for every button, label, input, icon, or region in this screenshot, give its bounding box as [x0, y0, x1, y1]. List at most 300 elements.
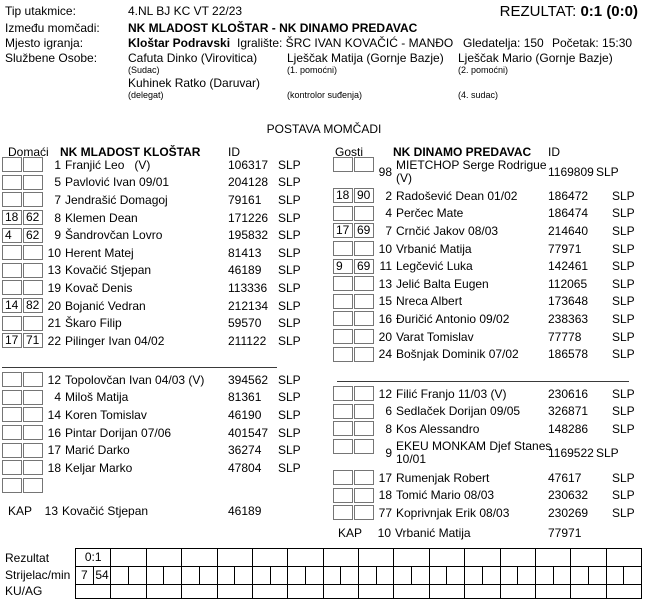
- player-id: 81361: [228, 390, 262, 405]
- kuag-cell[interactable]: [111, 585, 146, 599]
- scorer-row-label: Strijelac/min: [5, 568, 71, 582]
- player-name: Miloš Matija: [65, 390, 129, 405]
- sub-shirt-box[interactable]: [333, 294, 353, 309]
- sub-shirt-box[interactable]: [333, 276, 353, 291]
- scorer-cell[interactable]: [465, 567, 483, 585]
- sub-minute-box[interactable]: [23, 407, 43, 422]
- scorer-cell[interactable]: [412, 567, 430, 585]
- referee-role: (Sudac): [128, 65, 160, 75]
- player-name: Jelić Balta Eugen: [396, 276, 489, 291]
- kuag-cell[interactable]: [147, 585, 182, 599]
- sub-minute-box[interactable]: [354, 439, 374, 454]
- license-code: SLP: [612, 294, 635, 309]
- sub-minute-box[interactable]: [23, 425, 43, 440]
- license-code: SLP: [612, 488, 635, 503]
- sub-shirt-box[interactable]: [2, 407, 22, 422]
- sub-minute-box[interactable]: [354, 329, 374, 344]
- player-id: 46189: [228, 263, 262, 278]
- player-id: 36274: [228, 443, 262, 458]
- section-title: POSTAVA MOMČADI: [266, 122, 382, 136]
- player-id: 47617: [548, 470, 582, 485]
- sub-shirt-box[interactable]: [2, 460, 22, 475]
- kuag-cell[interactable]: [501, 585, 536, 599]
- shirt-number: 4: [54, 390, 61, 405]
- referee-name: Cafuta Dinko (Virovitica): [128, 51, 258, 65]
- scorer-cell[interactable]: [253, 567, 271, 585]
- shirt-number: 17: [378, 470, 392, 485]
- player-name: EKEU MONKAM Djef Stanes 10/01: [396, 439, 552, 467]
- player-id: 79161: [228, 192, 262, 207]
- sub-minute-box[interactable]: [354, 157, 374, 172]
- shirt-number: 8: [385, 421, 392, 436]
- player-row: [333, 328, 648, 346]
- shirt-number: 10: [47, 245, 61, 260]
- player-name: Rumenjak Robert: [396, 470, 490, 485]
- sub-shirt-box[interactable]: [333, 157, 353, 172]
- player-row: [333, 438, 648, 469]
- home-captain-name: Kovačić Stjepan: [62, 504, 149, 518]
- scorer-cell[interactable]: [447, 567, 465, 585]
- player-name: Škaro Filip: [65, 316, 122, 331]
- away-id-header: ID: [548, 145, 560, 159]
- shirt-number: 22: [47, 333, 61, 348]
- result-cell[interactable]: [288, 549, 323, 567]
- sub-minute-box[interactable]: [23, 192, 43, 207]
- scorer-cell[interactable]: [589, 567, 607, 585]
- home-side-label: Domaći: [8, 145, 49, 159]
- license-code: SLP: [596, 446, 619, 461]
- player-name: Bojanić Vedran: [65, 298, 146, 313]
- license-code: SLP: [596, 164, 619, 179]
- license-code: SLP: [278, 280, 301, 295]
- match-type-label: Tip utakmice:: [5, 4, 76, 18]
- kuag-cell[interactable]: [430, 585, 465, 599]
- sub-minute-box[interactable]: [23, 460, 43, 475]
- scorer-cell[interactable]: [483, 567, 501, 585]
- sub-minute-box[interactable]: [354, 386, 374, 401]
- result-cell[interactable]: [359, 549, 394, 567]
- sub-shirt-box[interactable]: [2, 245, 22, 260]
- assistant2-role: (2. pomoćni): [458, 65, 509, 75]
- player-name: Bošnjak Dominik 07/02: [396, 347, 519, 362]
- player-row: [333, 275, 648, 293]
- result-cell[interactable]: [430, 549, 465, 567]
- sub-minute-box[interactable]: [354, 505, 374, 520]
- player-name: MIETCHOP Serge Rodrigue (V): [396, 157, 547, 185]
- shirt-number: 1: [54, 157, 61, 172]
- between-teams-value: NK MLADOST KLOŠTAR - NK DINAMO PREDAVAC: [128, 21, 418, 35]
- sub-shirt-box[interactable]: [2, 280, 22, 295]
- scorer-cell[interactable]: [430, 567, 448, 585]
- scorer-cell[interactable]: [306, 567, 324, 585]
- kickoff-value: Početak: 15:30: [552, 36, 633, 50]
- player-id: 204128: [228, 175, 269, 190]
- scorer-cell[interactable]: [271, 567, 289, 585]
- player-id: 47804: [228, 460, 262, 475]
- license-code: SLP: [278, 263, 301, 278]
- result-cell[interactable]: [111, 549, 146, 567]
- controller-role: (kontrolor suđenja): [287, 90, 363, 100]
- license-code: SLP: [612, 276, 635, 291]
- sub-shirt-box[interactable]: [333, 439, 353, 454]
- sub-minute-box[interactable]: [23, 478, 43, 493]
- player-name: Crnčić Jakov 08/03: [396, 223, 499, 238]
- scorer-cell[interactable]: [235, 567, 253, 585]
- result-value: 0:1 (0:0): [580, 3, 638, 20]
- player-name: Topolovčan Ivan 04/03 (V): [65, 372, 205, 387]
- result-row-label: Rezultat: [5, 551, 50, 565]
- result-cell[interactable]: [253, 549, 288, 567]
- sub-minute-box[interactable]: [23, 263, 43, 278]
- kuag-cell[interactable]: [536, 585, 571, 599]
- shirt-number: 13: [47, 263, 61, 278]
- scorer-cell[interactable]: [536, 567, 554, 585]
- result-cell[interactable]: [536, 549, 571, 567]
- player-name: Pintar Dorijan 07/06: [65, 425, 172, 440]
- sub-minute-box[interactable]: 71: [23, 333, 43, 348]
- player-row: [333, 205, 648, 223]
- sub-shirt-box[interactable]: [2, 192, 22, 207]
- shirt-number: 8: [54, 210, 61, 225]
- player-id: 230616: [548, 386, 589, 401]
- shirt-number: 9: [385, 446, 392, 461]
- scorer-cell[interactable]: [182, 567, 200, 585]
- license-code: SLP: [612, 421, 635, 436]
- license-code: SLP: [278, 228, 301, 243]
- player-row: [2, 209, 317, 227]
- kuag-cell[interactable]: [324, 585, 359, 599]
- player-row: [2, 459, 317, 477]
- player-id: 46190: [228, 407, 262, 422]
- sub-minute-box[interactable]: [354, 470, 374, 485]
- scorer-cell[interactable]: [394, 567, 412, 585]
- sub-shirt-box[interactable]: [333, 329, 353, 344]
- sub-minute-box[interactable]: [23, 157, 43, 172]
- shirt-number: 19: [47, 280, 61, 295]
- player-row: [2, 424, 317, 442]
- player-name: Radošević Dean 01/02: [396, 188, 518, 203]
- player-name: Filić Franjo 11/03 (V): [396, 386, 507, 401]
- sub-shirt-box[interactable]: [2, 425, 22, 440]
- kuag-cell[interactable]: [394, 585, 429, 599]
- sub-shirt-box[interactable]: [333, 421, 353, 436]
- player-name: Đuričić Antonio 09/02: [396, 311, 510, 326]
- player-id: 195832: [228, 228, 269, 243]
- sub-shirt-box[interactable]: [2, 478, 22, 493]
- away-subs-divider: [337, 381, 629, 382]
- result-cell[interactable]: [607, 549, 642, 567]
- result-cell[interactable]: [182, 549, 217, 567]
- license-code: SLP: [278, 407, 301, 422]
- shirt-number: 11: [379, 259, 392, 274]
- sub-minute-box[interactable]: 90: [354, 188, 374, 203]
- player-name: Nreca Albert: [396, 294, 463, 309]
- sub-minute-box[interactable]: 69: [354, 259, 374, 274]
- result-cell[interactable]: [501, 549, 536, 567]
- sub-minute-box[interactable]: [354, 241, 374, 256]
- kuag-cell[interactable]: [76, 585, 111, 599]
- license-code: SLP: [278, 443, 301, 458]
- home-subs-divider: [2, 367, 277, 368]
- sub-shirt-box[interactable]: [333, 488, 353, 503]
- scorer-cell[interactable]: [571, 567, 589, 585]
- scorer-cell[interactable]: 7: [76, 567, 94, 585]
- sub-shirt-box[interactable]: 9: [333, 259, 353, 274]
- sub-minute-box[interactable]: [23, 443, 43, 458]
- result-cell[interactable]: [465, 549, 500, 567]
- attendance-value: Gledatelja: 150: [463, 36, 544, 50]
- player-id: 77971: [548, 241, 582, 256]
- player-id: 186578: [548, 347, 589, 362]
- player-name: Koprivnjak Erik 08/03: [396, 505, 510, 520]
- sub-shirt-box[interactable]: [2, 175, 22, 190]
- match-type-value: 4.NL BJ KC VT 22/23: [128, 4, 243, 18]
- scorer-cell[interactable]: [518, 567, 536, 585]
- away-captain-id: 77971: [548, 526, 582, 540]
- sub-minute-box[interactable]: [354, 311, 374, 326]
- sub-shirt-box[interactable]: [333, 347, 353, 362]
- scorer-cell[interactable]: [624, 567, 642, 585]
- player-name: Šandrovčan Lovro: [65, 228, 163, 243]
- shirt-number: 16: [47, 425, 61, 440]
- player-name: Keljar Marko: [65, 460, 133, 475]
- license-code: SLP: [612, 223, 635, 238]
- shirt-number: 9: [54, 228, 61, 243]
- result-cell[interactable]: [147, 549, 182, 567]
- result-cell[interactable]: [218, 549, 253, 567]
- sub-shirt-box[interactable]: [2, 316, 22, 331]
- player-id: 1169522: [548, 446, 594, 461]
- sub-shirt-box[interactable]: [333, 470, 353, 485]
- sub-shirt-box[interactable]: [333, 505, 353, 520]
- license-code: SLP: [612, 329, 635, 344]
- license-code: SLP: [612, 241, 635, 256]
- license-code: SLP: [612, 206, 635, 221]
- license-code: SLP: [612, 188, 635, 203]
- kuag-cell[interactable]: [359, 585, 394, 599]
- player-id: 326871: [548, 404, 589, 419]
- result-grid: [75, 548, 642, 599]
- player-name: Sedlaček Dorijan 09/05: [396, 404, 521, 419]
- shirt-number: 12: [47, 372, 61, 387]
- sub-minute-box[interactable]: [23, 390, 43, 405]
- license-code: SLP: [278, 157, 301, 172]
- shirt-number: 15: [378, 294, 392, 309]
- shirt-number: 16: [378, 311, 392, 326]
- player-id: 211122: [228, 333, 267, 348]
- player-row: [2, 441, 317, 459]
- player-name: Klemen Dean: [65, 210, 138, 225]
- player-id: 1169809: [548, 164, 594, 179]
- license-code: SLP: [612, 505, 635, 520]
- player-row: [2, 262, 317, 280]
- player-id: 214640: [548, 223, 589, 238]
- player-row: [333, 310, 648, 328]
- shirt-number: 77: [378, 505, 392, 520]
- kuag-cell[interactable]: [253, 585, 288, 599]
- scorer-cell[interactable]: 54: [94, 567, 112, 585]
- result-cell[interactable]: [324, 549, 359, 567]
- license-code: SLP: [278, 390, 301, 405]
- sub-minute-box[interactable]: [23, 175, 43, 190]
- home-id-header: ID: [228, 145, 240, 159]
- kuag-cell[interactable]: [288, 585, 323, 599]
- player-row: [2, 279, 317, 297]
- shirt-number: 18: [378, 488, 392, 503]
- scorer-cell[interactable]: [147, 567, 165, 585]
- sub-minute-box[interactable]: [354, 347, 374, 362]
- player-row: [333, 486, 648, 504]
- player-id: 238363: [548, 311, 589, 326]
- sub-shirt-box[interactable]: [2, 263, 22, 278]
- result-cell[interactable]: 0:1: [76, 549, 111, 567]
- sub-shirt-box[interactable]: 17: [333, 223, 353, 238]
- player-id: 142461: [548, 259, 589, 274]
- kuag-cell[interactable]: [218, 585, 253, 599]
- kuag-cell[interactable]: [465, 585, 500, 599]
- away-side-label: Gosti: [335, 145, 364, 159]
- player-name: Legčević Luka: [396, 259, 473, 274]
- kuag-cell[interactable]: [571, 585, 606, 599]
- sub-minute-box[interactable]: [23, 372, 43, 387]
- kuag-cell[interactable]: [182, 585, 217, 599]
- license-code: SLP: [612, 404, 635, 419]
- scorer-cell[interactable]: [554, 567, 572, 585]
- sub-minute-box[interactable]: 62: [23, 228, 43, 243]
- sub-shirt-box[interactable]: 18: [333, 188, 353, 203]
- assistant1-name: Lješčak Matija (Gornje Bazje): [287, 51, 444, 65]
- license-code: SLP: [278, 333, 301, 348]
- scorer-cell[interactable]: [288, 567, 306, 585]
- scorer-cell[interactable]: [218, 567, 236, 585]
- player-row: [333, 420, 648, 438]
- license-code: SLP: [278, 460, 301, 475]
- shirt-number: 14: [47, 407, 61, 422]
- sub-minute-box[interactable]: [23, 316, 43, 331]
- player-name: Pavlović Ivan 09/01: [65, 175, 170, 190]
- scorer-cell[interactable]: [377, 567, 395, 585]
- result-row: [76, 549, 642, 567]
- scorer-cell[interactable]: [200, 567, 218, 585]
- assistant1-role: (1. pomoćni): [287, 65, 338, 75]
- player-name: Varat Tomislav: [396, 329, 474, 344]
- sub-shirt-box[interactable]: [2, 443, 22, 458]
- result-cell[interactable]: [394, 549, 429, 567]
- sub-minute-box[interactable]: 82: [23, 298, 43, 313]
- sub-shirt-box[interactable]: [2, 157, 22, 172]
- sub-minute-box[interactable]: [23, 245, 43, 260]
- scorer-cell[interactable]: [111, 567, 129, 585]
- license-code: SLP: [278, 298, 301, 313]
- player-id: 113336: [228, 280, 268, 295]
- player-row: [2, 297, 317, 315]
- player-row: [333, 187, 648, 205]
- player-name: Kovačić Stjepan: [65, 263, 152, 278]
- shirt-number: 5: [54, 175, 61, 190]
- sub-shirt-box[interactable]: [333, 206, 353, 221]
- sub-shirt-box[interactable]: [333, 241, 353, 256]
- license-code: SLP: [612, 311, 635, 326]
- sub-shirt-box[interactable]: [333, 311, 353, 326]
- scorer-cell[interactable]: [607, 567, 625, 585]
- player-row: [2, 406, 317, 424]
- player-row: [333, 156, 648, 187]
- between-teams-label: Između momčadi:: [5, 21, 100, 35]
- shirt-number: 21: [47, 316, 61, 331]
- result-cell[interactable]: [571, 549, 606, 567]
- player-name: Vrbanić Matija: [396, 241, 472, 256]
- player-row: [2, 314, 317, 332]
- home-team-name: NK MLADOST KLOŠTAR: [60, 145, 201, 159]
- sub-minute-box[interactable]: [354, 488, 374, 503]
- player-id: 186472: [548, 188, 589, 203]
- scorer-cell[interactable]: [359, 567, 377, 585]
- license-code: SLP: [278, 245, 301, 260]
- shirt-number: 24: [378, 347, 392, 362]
- sub-minute-box[interactable]: [354, 294, 374, 309]
- scorer-cell[interactable]: [164, 567, 182, 585]
- sub-minute-box[interactable]: [354, 276, 374, 291]
- player-row: [2, 477, 317, 495]
- sub-shirt-box[interactable]: [333, 386, 353, 401]
- player-name: Perčec Mate: [396, 206, 464, 221]
- player-row: [2, 389, 317, 407]
- result-label: REZULTAT:: [499, 3, 577, 20]
- sub-minute-box[interactable]: 62: [23, 210, 43, 225]
- sub-shirt-box[interactable]: 17: [2, 333, 22, 348]
- sub-minute-box[interactable]: [354, 421, 374, 436]
- license-code: SLP: [278, 175, 301, 190]
- player-id: 112065: [548, 276, 588, 291]
- sub-minute-box[interactable]: [354, 404, 374, 419]
- sub-minute-box[interactable]: [23, 280, 43, 295]
- fourth-official-role: (4. sudac): [458, 90, 499, 100]
- player-id: 230269: [548, 505, 589, 520]
- license-code: SLP: [278, 192, 301, 207]
- player-row: [333, 345, 648, 363]
- sub-shirt-box[interactable]: [2, 390, 22, 405]
- sub-shirt-box[interactable]: 4: [2, 228, 22, 243]
- player-id: 230632: [548, 488, 589, 503]
- shirt-number: 98: [378, 164, 392, 179]
- delegate-role: (delegat): [128, 90, 164, 100]
- sub-shirt-box[interactable]: [333, 404, 353, 419]
- home-captain-number: 13: [44, 504, 58, 518]
- player-name: Herent Matej: [65, 245, 134, 260]
- player-row: [333, 222, 648, 240]
- sub-minute-box[interactable]: 69: [354, 223, 374, 238]
- player-id: 59570: [228, 316, 262, 331]
- player-name: Kovač Denis: [65, 280, 133, 295]
- scorer-cell[interactable]: [501, 567, 519, 585]
- sub-shirt-box[interactable]: [2, 372, 22, 387]
- player-id: 212134: [228, 298, 269, 313]
- sub-shirt-box[interactable]: 18: [2, 210, 22, 225]
- away-starters-list: [333, 156, 648, 363]
- player-name: Koren Tomislav: [65, 407, 147, 422]
- license-code: SLP: [612, 259, 635, 274]
- sub-minute-box[interactable]: [354, 206, 374, 221]
- sub-shirt-box[interactable]: 14: [2, 298, 22, 313]
- scorer-cell[interactable]: [129, 567, 147, 585]
- player-name: Marić Darko: [65, 443, 130, 458]
- kuag-cell[interactable]: [607, 585, 642, 599]
- shirt-number: 18: [47, 460, 61, 475]
- scorer-cell[interactable]: [324, 567, 342, 585]
- scorer-cell[interactable]: [341, 567, 359, 585]
- player-row: [2, 371, 317, 389]
- away-captain-label: KAP: [338, 526, 363, 540]
